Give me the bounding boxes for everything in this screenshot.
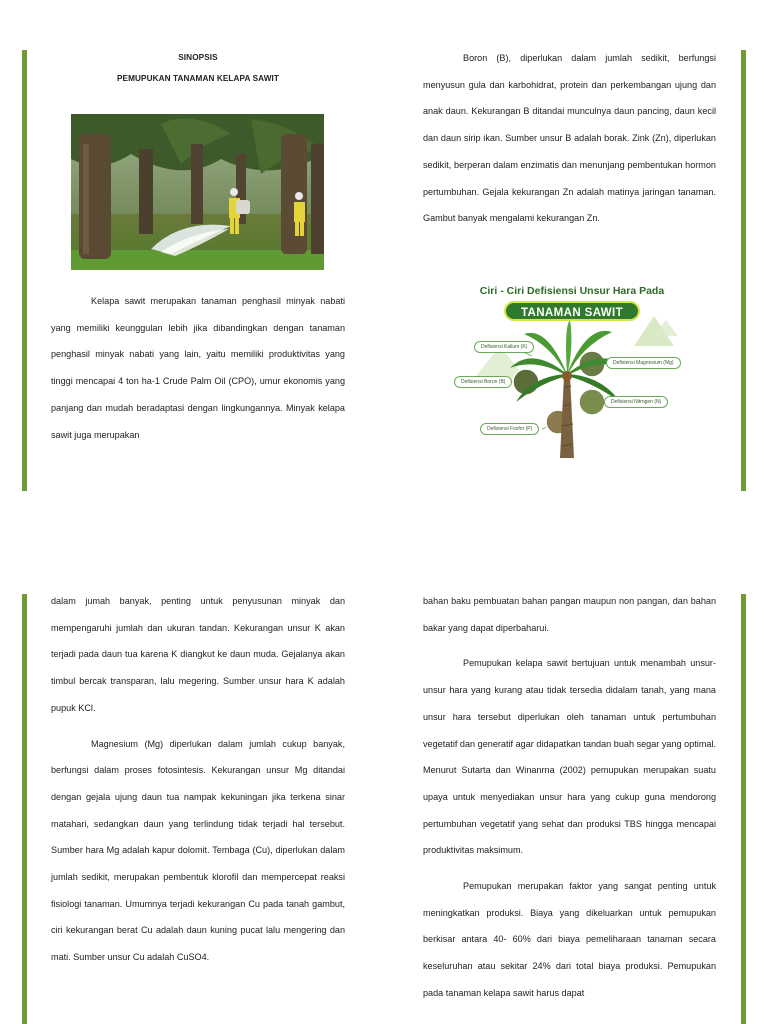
synopsis-heading: SINOPSIS (178, 53, 218, 62)
page3-body (51, 588, 345, 971)
boron-zinc-paragraph: Boron (B), diperlukan dalam jumlah sedikit, berfungsi menyusun gula dan karbohidrat, protein dan perkembangan ujung dan anak daun. Kekurangan B ditandai munculnya daun pancing, daun kecil dan daun sirip ikan. Sumber unsur B adalah borak. Zink (Zn), diperlukan sedikit, berperan dalam enzimatis dan menunjang pembentukan hormon pertumbuhan. Gejala kekurangan Zn adalah matinya jaringan tanaman. Gambut banyak mengalami kekurangan Zn. (423, 53, 716, 224)
page1 (51, 50, 345, 83)
page2-body (423, 45, 716, 232)
page4-body (423, 588, 716, 1007)
fertilizing-cost-paragraph: Pemupukan merupakan faktor yang sangat penting untuk meningkatkan produksi. Biaya yang dikeluarkan untuk pemupukan berkisar antara 40- 60% dari biaya pemeliharaan tanaman secara keseluruhan atau sekitar 24% dari total biaya produksi. Pemupukan pada tanaman kelapa sawit harus dapat (423, 881, 716, 998)
intro-paragraph: Kelapa sawit merupakan tanaman penghasil minyak nabati yang memiliki keunggulan lebih jika dibandingkan dengan tanaman penghasil minyak nabati yang lain, yaitu memiliki produktivitas yang tinggi mencapai 4 ton ha-1 Crude Palm Oil (CPO), umur ekonomis yang panjang dan mudah beradaptasi dengan lingkungannya. Minyak kelapa sawit juga merupakan (51, 296, 345, 440)
plantation-illustration (71, 114, 324, 270)
infographic-title: Ciri - Ciri Defisiensi Unsur Hara Pada (479, 285, 665, 297)
label-nitrogen-deficiency: Defisiensi Nitrogen (N) (604, 396, 668, 408)
raw-material-paragraph: bahan baku pembuatan bahan pangan maupun non pangan, dan bahan bakar yang dapat diperbaharui. (423, 596, 716, 633)
label-kalium-deficiency: Defisiensi Kalium (K) (474, 341, 534, 353)
page2-right-accent-bar (741, 50, 746, 491)
nutrient-deficiency-infographic (452, 276, 692, 462)
label-fosfor-deficiency: Defisiensi Fosfor (P) (480, 423, 539, 435)
page3-left-accent-bar (22, 594, 27, 1024)
page1-left-accent-bar (22, 50, 27, 491)
page4-right-accent-bar (741, 594, 746, 1024)
document-title: PEMUPUKAN TANAMAN KELAPA SAWIT (116, 74, 280, 83)
fertilizing-purpose-paragraph: Pemupukan kelapa sawit bertujuan untuk menambah unsur-unsur hara yang kurang atau tidak tersedia didalam tanah, yang mana unsur hara tersebut diperlukan oleh tanaman untuk pertumbuhan vegetatif dan generatif agar didapatkan tandan buah segar yang optimal. Menurut Sutarta dan Winanrna (2002) pemupukan merupakan suatu upaya untuk menyediakan unsur hara yang cukup guna mendorong pertumbuhan vegetatif yang sehat dan produksi TBS hingga mencapai produktivitas maksimum. (423, 658, 716, 856)
page1-body (51, 288, 345, 448)
magnesium-copper-paragraph: Magnesium (Mg) diperlukan dalam jumlah cukup banyak, berfungsi dalam proses fotosintesis. Kekurangan unsur Mg ditandai dengan gejala ujung daun tua nampak kekuningan jika terkena sinar matahari, sedangkan daun yang terlindung tidak terjadi hal tersebut. Sumber hara Mg adalah kapur dolomit. Tembaga (Cu), diperlukan dalam jumlah sedikit, merupakan pembentuk klorofil dan mempercepat reaksi fisiologi tanaman. Umumnya terjadi kekurangan Cu pada tanah gambut, ciri kekurangan berat Cu adalah daun kuning pucat lalu mengering dan mati. Sumber unsur Cu adalah CuSO4. (51, 738, 345, 963)
label-magnesium-deficiency: Defisiensi Magnesium (Mg) (606, 357, 681, 369)
label-boron-deficiency: Defisiensi Boron (B) (454, 376, 512, 388)
kalium-paragraph: dalam jumah banyak, penting untuk penyusunan minyak dan mempengaruhi jumlah dan ukuran tandan. Kekurangan unsur K akan terjadi pada daun tua karena K diangkut ke daun muda. Gejalanya akan timbul bercak transparan, lalu megering. Sumber unsur hara K adalah pupuk KCl. (51, 596, 345, 713)
palm-plantation-fertilizing-photo (71, 114, 324, 270)
infographic-banner: TANAMAN SAWIT (504, 301, 640, 321)
